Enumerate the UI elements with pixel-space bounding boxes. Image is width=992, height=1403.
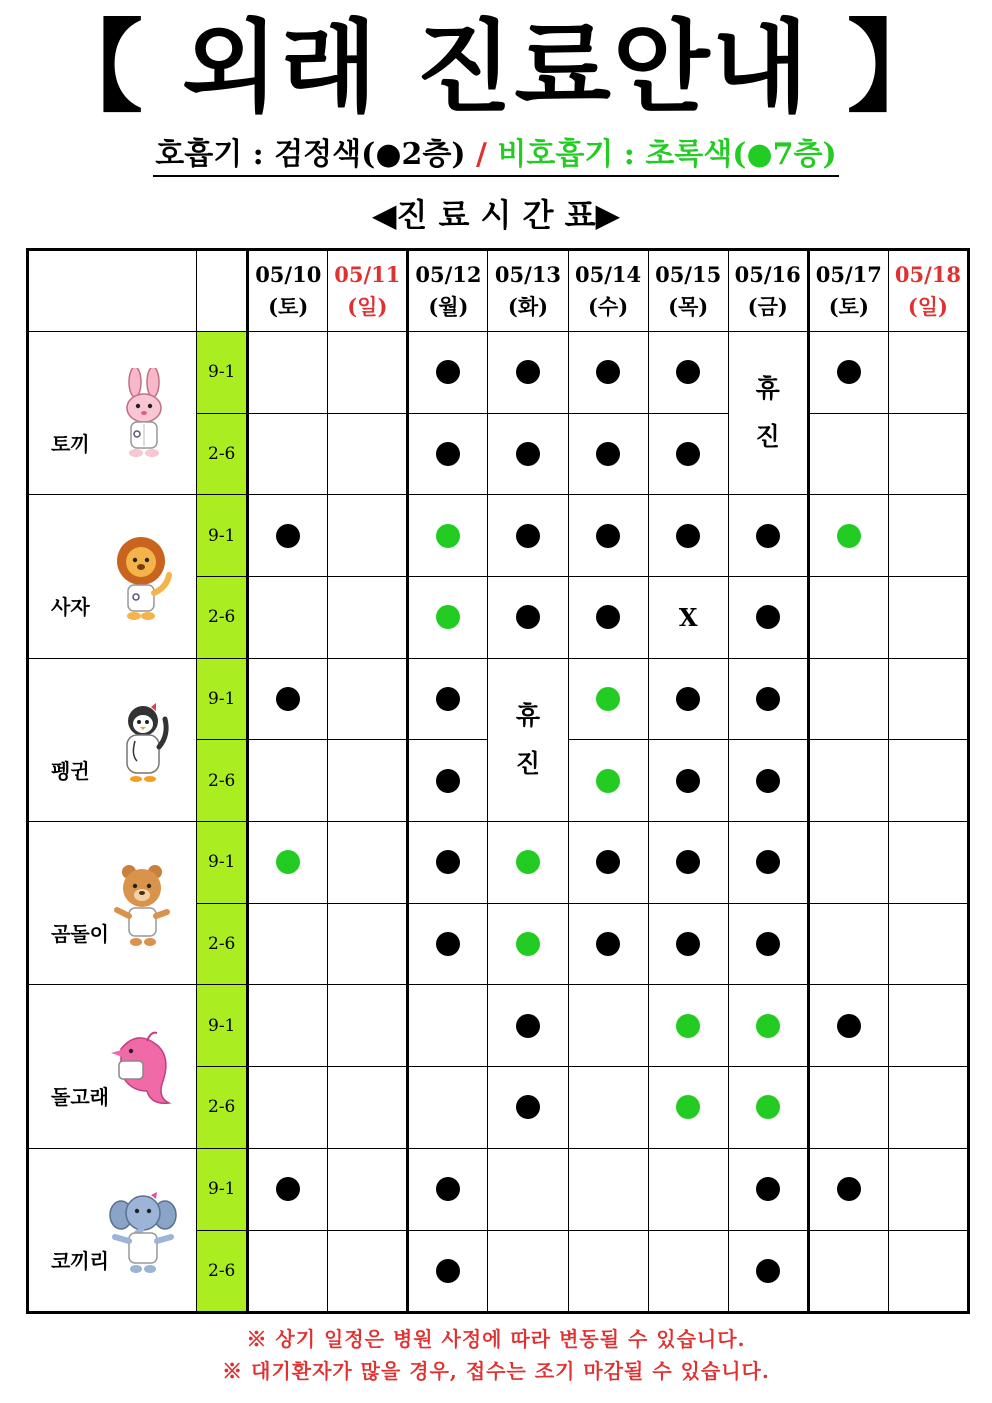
schedule-cell [728,821,808,903]
notice-line-2: ※ 대기환자가 많을 경우, 접수는 조기 마감될 수 있습니다. [222,1359,770,1383]
schedule-cell [648,413,728,495]
schedule-cell [648,1148,728,1230]
schedule-cell [328,332,408,414]
header-weekday: (일) [907,294,948,319]
green-dot-icon [676,1014,700,1038]
schedule-cell [808,821,888,903]
time-slot-label: 9-1 [197,495,248,577]
schedule-cell [328,985,408,1067]
header-weekday: (금) [747,294,788,319]
bear-doctor-icon [107,858,181,954]
floor-legend [0,135,992,177]
time-slot-label: 9-1 [197,658,248,740]
schedule-cell [808,413,888,495]
clinic-schedule-table [26,248,970,1314]
schedule-cell [648,495,728,577]
header-weekday: (목) [668,294,709,319]
doctor-cell [28,658,197,821]
schedule-cell [728,658,808,740]
date-header-05-11 [328,250,408,332]
black-dot-icon [676,769,700,793]
schedule-cell [728,985,808,1067]
closed-label: 휴 [515,700,541,730]
schedule-cell [328,903,408,985]
schedule-cell [488,821,568,903]
schedule-cell [488,576,568,658]
schedule-cell [568,1230,648,1312]
header-date: 05/10 [255,262,322,287]
schedule-cell [408,821,488,903]
schedule-cell [328,658,408,740]
schedule-cell [648,576,728,658]
schedule-cell [648,1066,728,1148]
schedule-cell [568,576,648,658]
doctor-card [29,985,196,1147]
schedule-cell [728,495,808,577]
black-dot-icon [596,932,620,956]
schedule-cell [408,576,488,658]
black-dot-icon [516,524,540,548]
schedule-cell [488,332,568,414]
time-slot-label: 2-6 [197,576,248,658]
schedule-cell [648,332,728,414]
schedule-cell [888,658,968,740]
schedule-cell [488,1066,568,1148]
schedule-cell [408,495,488,577]
schedule-cell [328,821,408,903]
schedule-cell [328,740,408,822]
time-slot-label: 9-1 [197,821,248,903]
schedule-cell [568,1148,648,1230]
schedule-row [28,332,969,414]
black-dot-icon [756,524,780,548]
doctor-name: 곰돌이 [51,922,109,947]
schedule-cell [808,495,888,577]
black-dot-icon [516,360,540,384]
schedule-cell [568,903,648,985]
elephant-doctor-icon [107,1185,181,1281]
green-dot-icon [837,524,861,548]
black-dot-icon [676,524,700,548]
black-dot-icon [676,687,700,711]
schedule-cell [568,332,648,414]
black-dot-icon [837,1014,861,1038]
header-weekday: (월) [428,294,469,319]
schedule-cell [888,1148,968,1230]
schedule-cell [248,903,328,985]
schedule-cell [568,740,648,822]
doctor-cell [28,495,197,658]
black-dot-icon [756,850,780,874]
schedule-cell [888,332,968,414]
schedule-cell [888,903,968,985]
time-slot-label: 2-6 [197,1230,248,1312]
header-weekday: (수) [587,294,629,319]
schedule-cell [648,821,728,903]
schedule-cell [568,821,648,903]
black-dot-icon [676,442,700,466]
schedule-cell [728,1066,808,1148]
header-weekday: (토) [268,294,309,319]
schedule-cell [808,740,888,822]
schedule-cell [808,1148,888,1230]
schedule-cell [648,740,728,822]
schedule-cell [488,495,568,577]
black-dot-icon [276,524,300,548]
schedule-cell [888,413,968,495]
schedule-subtitle: ◀진 료 시 간 표▶ [371,196,621,234]
doctor-name: 코끼리 [51,1248,109,1273]
green-dot-icon [596,687,620,711]
schedule-cell [808,1230,888,1312]
schedule-cell [648,1230,728,1312]
black-dot-icon [596,524,620,548]
schedule-cell [328,576,408,658]
schedule-cell [728,576,808,658]
black-dot-icon [436,1259,460,1283]
green-dot-icon [436,524,460,548]
closed-label: 진 [515,748,541,778]
schedule-cell [408,1148,488,1230]
black-dot-icon [596,850,620,874]
header-date: 05/16 [734,262,801,287]
doctor-name: 돌고래 [51,1085,109,1110]
date-header-05-15 [648,250,728,332]
header-date: 05/14 [575,262,642,287]
doctor-cell [28,821,197,984]
black-dot-icon [276,687,300,711]
schedule-cell [808,1066,888,1148]
black-dot-icon [676,850,700,874]
black-dot-icon [676,932,700,956]
schedule-cell [728,1148,808,1230]
black-dot-icon [756,1177,780,1201]
black-dot-icon [756,932,780,956]
black-dot-icon [516,442,540,466]
header-date: 05/18 [894,262,961,287]
date-header-row [28,250,969,332]
schedule-row [28,821,969,903]
black-dot-icon [756,1259,780,1283]
date-header-05-17 [808,250,888,332]
schedule-cell [248,1230,328,1312]
schedule-cell [488,413,568,495]
green-dot-icon [276,850,300,874]
closed-cell [728,332,808,495]
doctor-name: 토끼 [51,432,90,457]
schedule-row [28,495,969,577]
black-dot-icon [436,442,460,466]
date-header-05-13 [488,250,568,332]
black-dot-icon [516,1095,540,1119]
rabbit-doctor-icon [107,368,181,464]
black-dot-icon [436,360,460,384]
schedule-cell [248,985,328,1067]
time-slot-label: 9-1 [197,985,248,1067]
schedule-cell [728,1230,808,1312]
notice-line-1: ※ 상기 일정은 병원 사정에 따라 변동될 수 있습니다. [246,1327,746,1351]
black-dot-icon [756,769,780,793]
schedule-row [28,658,969,740]
schedule-cell [888,1066,968,1148]
page-title: 【 외래 진료안내 】 [42,9,950,126]
schedule-cell [488,903,568,985]
black-dot-icon [516,1014,540,1038]
schedule-cell [408,1230,488,1312]
legend-non-respiratory: 비호흡기 : 초록색(●7층) [497,137,837,172]
black-dot-icon [516,605,540,629]
schedule-cell [408,658,488,740]
black-dot-icon [596,605,620,629]
schedule-cell [248,821,328,903]
schedule-cell [248,658,328,740]
schedule-cell [328,1230,408,1312]
green-dot-icon [756,1014,780,1038]
green-dot-icon [516,932,540,956]
schedule-cell [408,332,488,414]
header-weekday: (토) [828,294,869,319]
date-header-05-18 [888,250,968,332]
schedule-cell [648,658,728,740]
doctor-card [29,332,196,494]
green-dot-icon [676,1095,700,1119]
schedule-cell [888,821,968,903]
schedule-cell [248,413,328,495]
legend-line [153,135,838,177]
header-weekday: (화) [507,294,549,319]
schedule-cell [568,413,648,495]
green-dot-icon [436,605,460,629]
schedule-cell [328,1066,408,1148]
time-slot-label: 9-1 [197,1148,248,1230]
schedule-row [28,985,969,1067]
closed-label: 휴 [755,374,780,404]
time-slot-label: 2-6 [197,413,248,495]
header-corner [28,250,197,332]
black-dot-icon [596,442,620,466]
schedule-cell [728,903,808,985]
schedule-cell [808,658,888,740]
black-dot-icon [436,850,460,874]
schedule-cell [248,495,328,577]
black-dot-icon [837,360,861,384]
doctor-cell [28,1148,197,1312]
schedule-cell [248,332,328,414]
schedule-cell [888,985,968,1067]
schedule-cell [728,740,808,822]
black-dot-icon [596,360,620,384]
doctor-name: 펭귄 [51,758,90,783]
schedule-cell [568,495,648,577]
closed-cell [488,658,568,821]
black-dot-icon [756,605,780,629]
header-date: 05/12 [415,262,482,287]
doctor-card [29,822,196,984]
doctor-name: 사자 [51,595,90,620]
doctor-cell [28,985,197,1148]
schedule-cell [408,1066,488,1148]
time-slot-label: 2-6 [197,1066,248,1148]
schedule-cell [888,1230,968,1312]
green-dot-icon [756,1095,780,1119]
closed-label: 진 [755,422,780,452]
schedule-cell [568,985,648,1067]
schedule-cell [648,903,728,985]
time-slot-label: 9-1 [197,332,248,414]
schedule-cell [408,985,488,1067]
schedule-cell [408,413,488,495]
time-slot-label: 2-6 [197,740,248,822]
date-header-05-10 [248,250,328,332]
legend-respiratory: 호흡기 : 검정색(●2층) [155,137,466,172]
schedule-cell [328,413,408,495]
header-date: 05/11 [334,262,401,287]
schedule-body [28,332,969,1313]
dolphin-doctor-icon [107,1021,181,1117]
black-dot-icon [436,1177,460,1201]
date-header-05-12 [408,250,488,332]
schedule-cell [808,576,888,658]
black-dot-icon [276,1177,300,1201]
schedule-cell [248,576,328,658]
green-dot-icon [516,850,540,874]
header-slot [197,250,248,332]
black-dot-icon [837,1177,861,1201]
schedule-cell [888,740,968,822]
schedule-cell [488,1230,568,1312]
schedule-cell [408,740,488,822]
schedule-cell [568,658,648,740]
doctor-card [29,659,196,821]
schedule-cell [808,332,888,414]
doctor-card [29,495,196,657]
green-dot-icon [596,769,620,793]
doctor-cell [28,332,197,495]
black-dot-icon [436,769,460,793]
schedule-cell [488,985,568,1067]
schedule-cell [328,495,408,577]
doctor-card [29,1149,196,1311]
schedule-cell [808,903,888,985]
schedule-cell [248,1066,328,1148]
lion-doctor-icon [107,531,181,627]
schedule-cell [248,1148,328,1230]
header-date: 05/15 [655,262,722,287]
schedule-cell [248,740,328,822]
black-dot-icon [436,687,460,711]
legend-separator: / [476,137,487,172]
date-header-05-16 [728,250,808,332]
schedule-cell [888,495,968,577]
schedule-cell [568,1066,648,1148]
header-date: 05/17 [815,262,882,287]
black-dot-icon [436,932,460,956]
penguin-doctor-icon [107,695,181,791]
schedule-cell [488,1148,568,1230]
schedule-cell [888,576,968,658]
schedule-cell [808,985,888,1067]
schedule-cell [408,903,488,985]
header-weekday: (일) [347,294,388,319]
schedule-cell [328,1148,408,1230]
notice-block [0,1323,992,1387]
date-header-05-14 [568,250,648,332]
schedule-row [28,1148,969,1230]
black-dot-icon [756,687,780,711]
black-dot-icon [676,360,700,384]
time-slot-label: 2-6 [197,903,248,985]
schedule-cell [648,985,728,1067]
unavailable-mark: X [678,602,698,632]
header-date: 05/13 [494,262,562,287]
